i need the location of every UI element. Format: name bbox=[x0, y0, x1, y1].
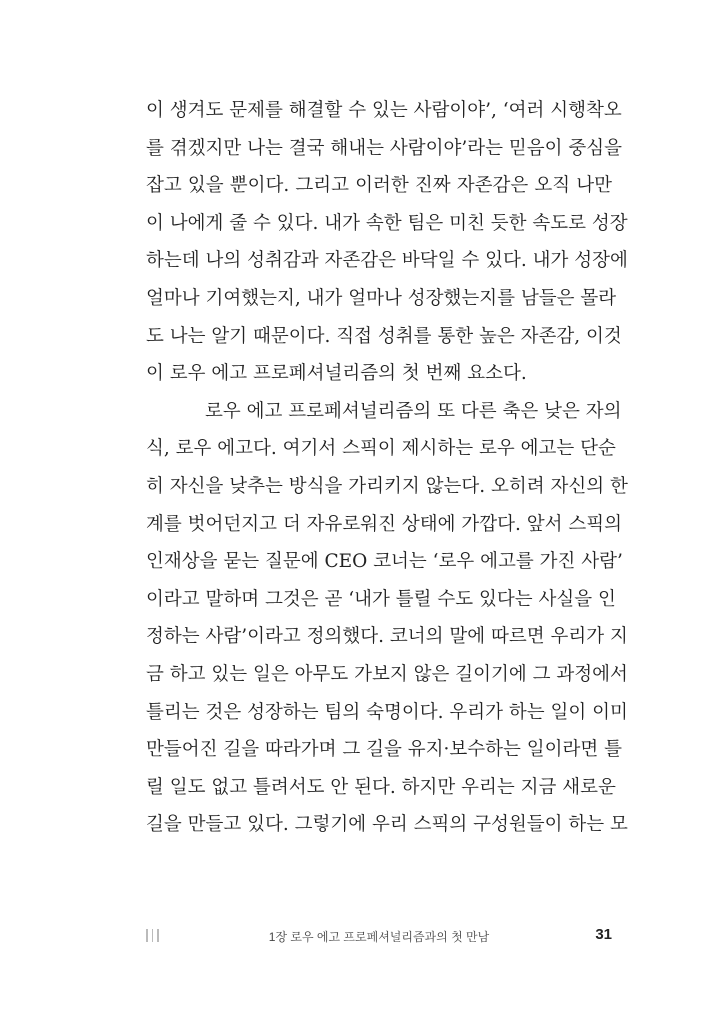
text-line: 길을 만들고 있다. 그렇기에 우리 스픽의 구성원들이 하는 모 bbox=[146, 814, 628, 836]
text-line: 계를 벗어던지고 더 자유로워진 상태에 가깝다. 앞서 스픽의 bbox=[146, 513, 622, 535]
text-line: 도 나는 알기 때문이다. 직접 성취를 통한 높은 자존감, 이것 bbox=[146, 325, 622, 347]
chapter-title: 1장 로우 에고 프로페셔널리즘과의 첫 만남 bbox=[268, 930, 490, 944]
page-footer bbox=[146, 926, 612, 948]
text-line: 이 로우 에고 프로페셔널리즘의 첫 번째 요소다. bbox=[146, 363, 527, 385]
text-line: 얼마나 기여했는지, 내가 얼마나 성장했는지를 남들은 몰라 bbox=[146, 287, 617, 309]
text-line: 이라고 말하며 그것은 곧 ‘내가 틀릴 수도 있다는 사실을 인 bbox=[146, 588, 616, 610]
text-line: 인재상을 묻는 질문에 CEO 코너는 ‘로우 에고를 가진 사람’ bbox=[146, 551, 623, 573]
text-line: 틀리는 것은 성장하는 팀의 숙명이다. 우리가 하는 일이 이미 bbox=[146, 701, 628, 723]
text-line: 정하는 사람’이라고 정의했다. 코너의 말에 따르면 우리가 지 bbox=[146, 626, 628, 648]
text-line: 만들어진 길을 따라가며 그 길을 유지·보수하는 일이라면 틀 bbox=[146, 739, 622, 761]
text-line: 이 나에게 줄 수 있다. 내가 속한 팀은 미친 듯한 속도로 성장 bbox=[146, 212, 628, 234]
text-line: 히 자신을 낮추는 방식을 가리키지 않는다. 오히려 자신의 한 bbox=[146, 475, 628, 497]
text-line: 하는데 나의 성취감과 자존감은 바닥일 수 있다. 내가 성장에 bbox=[146, 250, 628, 272]
page-number: 31 bbox=[595, 926, 612, 943]
text-line: 식, 로우 에고다. 여기서 스픽이 제시하는 로우 에고는 단순 bbox=[146, 438, 616, 460]
text-line: 를 겪겠지만 나는 결국 해내는 사람이야’라는 믿음이 중심을 bbox=[146, 137, 622, 159]
text-line: 이 생겨도 문제를 해결할 수 있는 사람이야’, ‘여러 시행착오 bbox=[146, 100, 622, 121]
body-text bbox=[146, 92, 628, 844]
text-line: 릴 일도 없고 틀려서도 안 된다. 하지만 우리는 지금 새로운 bbox=[146, 776, 616, 798]
text-line: 잡고 있을 뿐이다. 그리고 이러한 진짜 자존감은 오직 나만 bbox=[146, 175, 612, 197]
text-line: 로우 에고 프로페셔널리즘의 또 다른 축은 낮은 자의 bbox=[205, 400, 622, 422]
text-line: 금 하고 있는 일은 아무도 가보지 않은 길이기에 그 과정에서 bbox=[146, 663, 628, 685]
